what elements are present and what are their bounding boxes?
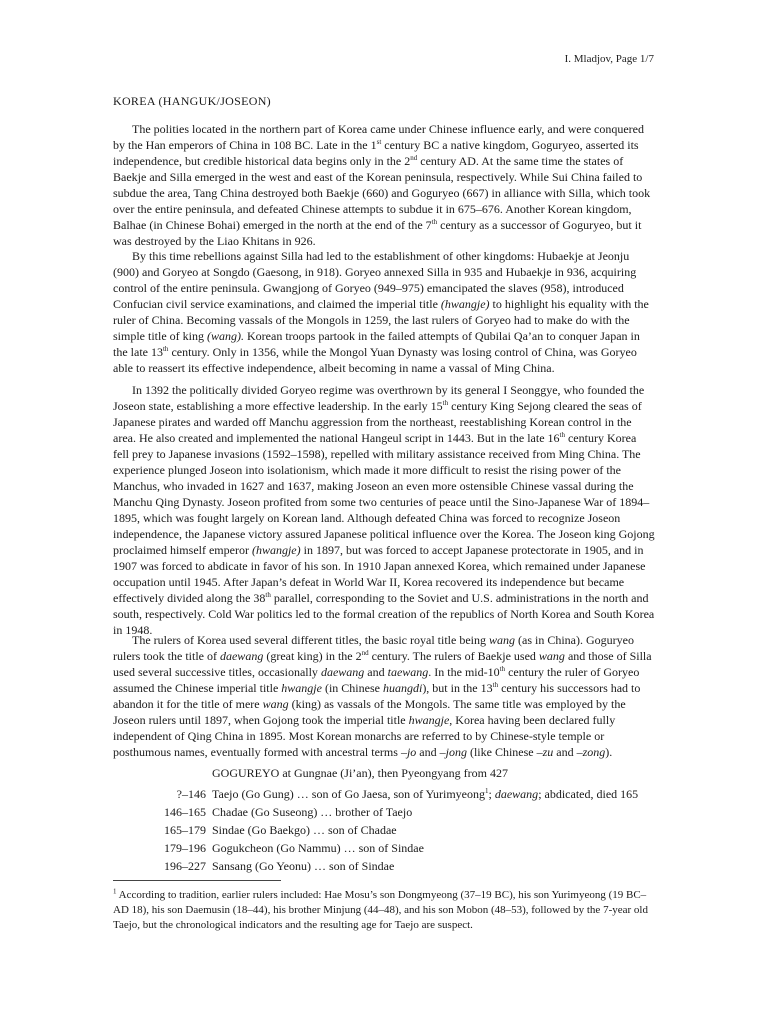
p4-text-m: , Korea having been declared fully independent of Qing China in 1895. Most Korean monarchs are referred to by Chinese-style temple or posthumous names, eventually formed with ancestral terms [113, 713, 616, 759]
p3-sup-a: th [442, 399, 449, 407]
p3-sup-d: th [265, 591, 271, 599]
p2-sup-c: th [162, 345, 169, 353]
p2-text-d: century. Only in 1356, while the Mongol Yuan Dynasty was losing control of China, was Goryeo able to reassert its effective independence, albeit becoming in name a vassal of Ming China. [113, 345, 637, 375]
p1-sup-a: st [376, 138, 382, 146]
p4-text-l: (king) as vassals of the Mongols. The same title was employed by the Joseon rulers until 1897, when Gojong took the imperial title [113, 697, 626, 727]
p4-em-l: hwangje [408, 713, 450, 727]
ruler-name [212, 785, 638, 803]
p4-text-k: century his successors had to abandon it for the title of mere [113, 681, 641, 711]
p4-em-o: –zu [536, 745, 554, 759]
p4-text-j: ), but in the 13 [422, 681, 493, 695]
footnote-text: According to tradition, earlier rulers included: Hae Mosu’s son Dongmyeong (37–19 BC), his son Yurimyeong (19 BC–AD 18), his son Daemusin (18–44), his brother Minjung (44–48), and his son Mobon (48–53), followed by the 7-year old Taejo, but the chronological indicators and the resulting age for Taejo are suspect. [113, 889, 648, 931]
ruler-list [113, 785, 655, 875]
ruler-name: Chadae (Go Suseong) … brother of Taejo [212, 805, 413, 819]
p4-text-q: ). [605, 745, 613, 759]
p1-text-c: century AD. At the same time the states of Baekje and Silla emerged in the west and east of the Korean peninsula, respectively. While Sui China failed to subdue the area, Tang China destroyed both Baekje (660) and Goguryeo (667) in alliance with Silla, which took over the entire peninsula, and defeated Chinese attempts to subdue it in 675–676. Another Korean kingdom, Balhae (in Chinese Bohai) emerged in the north at the end of the 7 [113, 154, 651, 232]
p4-text-g: . In the mid-10 [428, 665, 500, 679]
p4-text-c: (great king) in the 2 [263, 649, 362, 663]
p1-sup-c: th [431, 218, 438, 226]
p4-em-i: huangdi [382, 681, 423, 695]
p4-text-n: and [416, 745, 440, 759]
p3-text-b: century King Sejong cleared the seas of Japanese pirates and warded off Manchu aggression from the northeast, reestablishing Korean control in the area. He also created and implemented the national Hangeul script in 1443. But in the late 16 [113, 399, 642, 445]
ruler-years: 165–179 [164, 823, 206, 837]
p4-text-p: and [553, 745, 577, 759]
ruler-name: Sindae (Go Baekgo) … son of Chadae [212, 823, 397, 837]
p4-text-f: and [364, 665, 388, 679]
ruler-name-text: Taejo (Go Gung) … son of Go Jaesa, son of Yurimyeong [212, 787, 485, 801]
p4-em-d: wang [538, 649, 565, 663]
ruler-name-note: ; abdicated, died 165 [538, 787, 639, 801]
footnote-number: 1 [113, 887, 117, 896]
p2-em-a: (hwangje) [440, 297, 490, 311]
ruler-row [113, 857, 655, 875]
paragraph-4 [113, 632, 655, 760]
p2-text-a: By this time rebellions against Silla had led to the establishment of other kingdoms: Hubaekje at Jeonju (900) and Goryeo at Songdo (Gaesong, in 918). Goryeo annexed Silla in 935 and Hubaekje in 936, acquiring control of the entire peninsula. Gwangjong of Goryeo (949–975) emancipated the slaves (958), introduced Confucian civil service examinations, and claimed the imperial title [113, 249, 637, 311]
p4-text-o: (like Chinese [466, 745, 537, 759]
p4-em-b: daewang [219, 649, 264, 663]
ruler-row [113, 821, 655, 839]
p2-text-b: to highlight his equality with the ruler of China. Becoming vassals of the Mongols in 1259, the last rulers of Goryeo had to make do with the simple title of king [113, 297, 649, 343]
p4-sup-j: th [492, 681, 499, 689]
ruler-years: 196–227 [164, 859, 206, 873]
page-header: I. Mladjov, Page 1/7 [564, 53, 654, 65]
footnote-marker[interactable]: 1 [485, 787, 489, 795]
p1-text-d: century as a successor of Goguryeo, but it was destroyed by the Liao Khitans in 926. [113, 218, 642, 248]
ruler-row [113, 785, 655, 803]
ruler-years: ?–146 [176, 787, 206, 801]
p4-em-p: –zong [576, 745, 606, 759]
p4-sup-g: th [499, 665, 506, 673]
p4-em-h: hwangje [281, 681, 322, 695]
p3-text-e: parallel, corresponding to the Soviet and U.S. administrations in the north and south, respectively. Cold War politics led to the formal creation of the republics of North Korea and South Korea in 1948. [113, 591, 655, 637]
paragraph-3 [113, 382, 655, 638]
p3-text-c: century Korea fell prey to Japanese invasions (1592–1598), repelled with military assistance received from Ming China. The experience plunged Joseon into isolationism, which made it more difficult to resist the rising power of the Manchus, who invaded in 1627 and 1637, making Joseon an even more ostensible Chinese vassal during the Manchu Qing Dynasty. Joseon profited from some two centuries of peace until the Sino-Japanese War of 1894–1895, which was fought largely on Korean land. Although defeated China was forced to recognize Joseon independence, the Japanese victory assured Japanese political influence over the Korea. The Joseon king Gojong proclaimed himself emperor [113, 431, 655, 557]
ruler-years: 146–165 [164, 805, 206, 819]
p3-text-d: in 1897, but was forced to accept Japanese protectorate in 1905, and in 1907 was forced to abdicate in favor of his son. In 1910 Japan annexed Korea, which remained under Japanese occupation until 1945. After Japan’s defeat in World War II, Korea recovered its independence but became effectively divided along the 38 [113, 543, 646, 605]
footnote [113, 888, 653, 933]
p4-text-e: and those of Silla used several successive titles, occasionally [113, 649, 652, 679]
p4-em-a: wang [488, 633, 515, 647]
p4-em-e: daewang [320, 665, 365, 679]
paragraph-1 [113, 121, 655, 249]
p4-sup-c: nd [361, 649, 369, 657]
p2-text-c: Korean troops partook in the failed attempts of Qubilai Qa’an to conquer Japan in the late 13 [113, 329, 640, 359]
p4-em-f: taewang [387, 665, 429, 679]
p1-sup-b: nd [410, 154, 418, 162]
ruler-title: daewang [494, 787, 539, 801]
ruler-years: 179–196 [164, 841, 206, 855]
p4-text-d: century. The rulers of Baekje used [368, 649, 539, 663]
p3-sup-b: th [559, 431, 565, 439]
p4-text-a: The rulers of Korea used several different titles, the basic royal title being [132, 633, 489, 647]
ruler-row [113, 839, 655, 857]
ruler-row [113, 803, 655, 821]
footnote-divider [113, 880, 281, 881]
document-title: KOREA (HANGUK/JOSEON) [113, 94, 271, 108]
paragraph-2 [113, 248, 655, 376]
p4-text-h: century the ruler of Goryeo assumed the Chinese imperial title [113, 665, 640, 695]
p4-em-k: wang [262, 697, 289, 711]
dynasty-heading: GOGUREYO at Gungnae (Ji’an), then Pyeongyang from 427 [212, 766, 508, 780]
p3-em-c: (hwangje) [251, 543, 301, 557]
p3-text-a: In 1392 the politically divided Goryeo regime was overthrown by its general I Seonggye, who founded the Joseon state, establishing a more effective leadership. In the early 15 [113, 383, 645, 413]
p4-em-n: –jong [439, 745, 467, 759]
p1-text-a: The polities located in the northern part of Korea came under Chinese influence early, and were conquered by the Han emperors of China in 108 BC. Late in the 1 [113, 122, 645, 152]
ruler-name: Gogukcheon (Go Nammu) … son of Sindae [212, 841, 424, 855]
p4-em-m: –jo [400, 745, 417, 759]
p1-text-b: century BC a native kingdom, Goguryeo, asserted its independence, but credible historical data begins only in the 2 [113, 138, 639, 168]
ruler-name-sep: ; [488, 787, 495, 801]
p4-text-b: (as in China). Goguryeo rulers took the title of [113, 633, 634, 663]
p2-em-b: (wang). [207, 329, 244, 343]
p4-text-i: (in Chinese [321, 681, 383, 695]
ruler-name: Sansang (Go Yeonu) … son of Sindae [212, 859, 395, 873]
